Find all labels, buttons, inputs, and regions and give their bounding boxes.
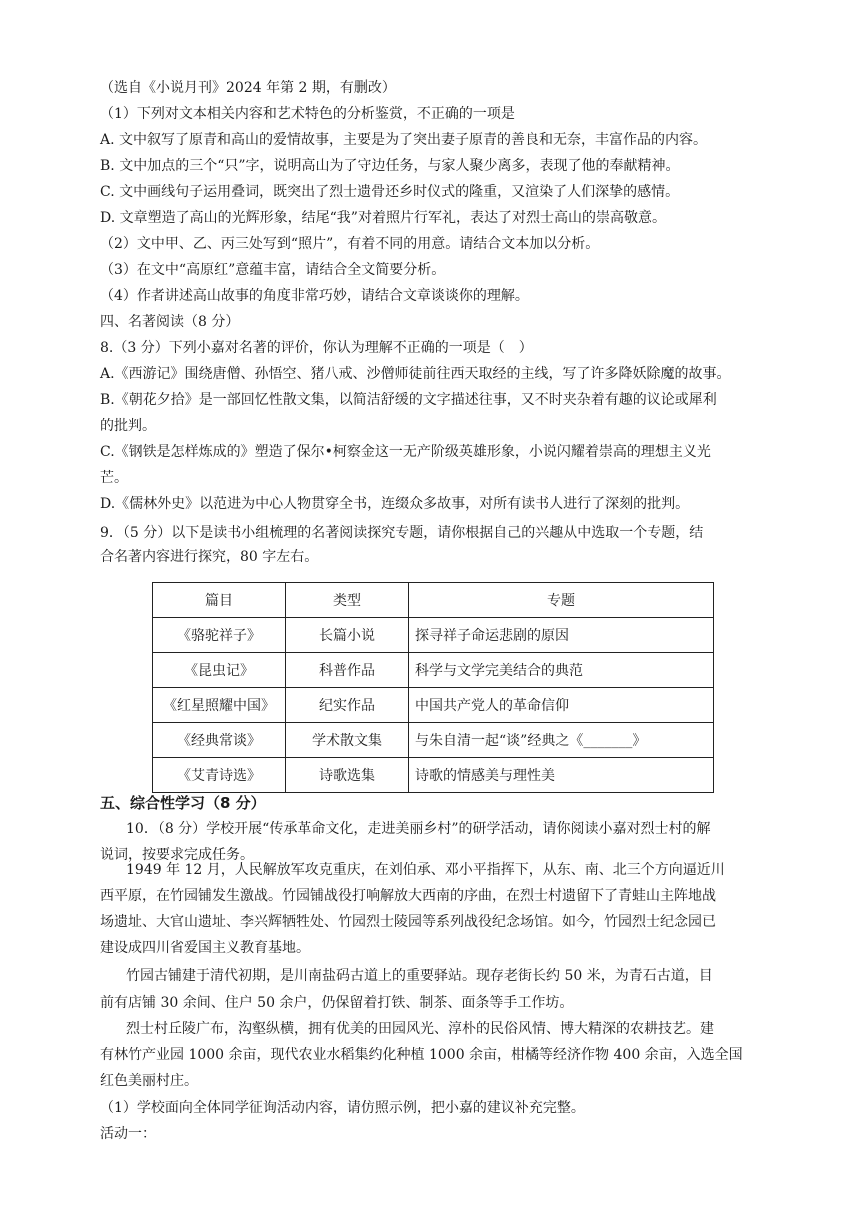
activity-one-label: 活动一：	[100, 1126, 156, 1142]
q10-stem-cont: 说词，按要求完成任务。	[100, 847, 254, 863]
q8-option-c: C.《钢铁是怎样炼成的》塑造了保尔•柯察金这一无产阶级英雄形象，小说闪耀着崇高的理想主义光	[100, 444, 711, 460]
cell-topic: 科学与文学完美结合的典范	[409, 653, 714, 688]
option-d: D. 文章塑造了高山的光辉形象，结尾“我”对着照片行军礼，表达了对烈士高山的崇高敬意。	[100, 210, 666, 226]
q10-stem: 10．（8 分）学校开展“传承革命文化，走进美丽乡村”的研学活动，请你阅读小嘉对烈士村的解	[126, 821, 711, 837]
section5-title: 五、综合性学习（8 分）	[100, 794, 266, 812]
cell-title: 《骆驼祥子》	[153, 618, 286, 653]
cell-title: 《昆虫记》	[153, 653, 286, 688]
table-row	[153, 723, 714, 758]
header-title: 篇目	[153, 583, 286, 618]
para2-line1: 竹园古铺建于清代初期，是川南盐码古道上的重要驿站。现存老街长约 50 米，为青石古道，目	[126, 968, 713, 984]
cell-topic: 诗歌的情感美与理性美	[409, 758, 714, 793]
q8-option-b-cont: 的批判。	[100, 418, 156, 434]
para3-line2: 有林竹产业园 1000 余亩，现代农业水稻集约化种植 1000 余亩，柑橘等经济作物 400 余亩，入选全国	[100, 1047, 743, 1063]
q8-option-b: B.《朝花夕拾》是一部回忆性散文集，以简洁舒缓的文字描述往事，又不时夹杂着有趣的议论或犀利	[100, 392, 717, 408]
cell-title: 《红星照耀中国》	[153, 688, 286, 723]
topics-table	[152, 582, 714, 793]
para1-line2: 西平原，在竹园铺发生激战。竹园铺战役打响解放大西南的序曲，在烈士村遗留下了青蛙山主阵地战	[100, 888, 716, 904]
cell-type: 科普作品	[286, 653, 409, 688]
cell-topic: 与朱自清一起“谈”经典之《_______》	[409, 723, 714, 758]
section4-title: 四、名著阅读（8 分）	[100, 314, 240, 330]
header-topic: 专题	[409, 583, 714, 618]
q8-option-c-cont: 芒。	[100, 470, 128, 486]
table-row	[153, 618, 714, 653]
table-row	[153, 758, 714, 793]
option-c: C. 文中画线句子运用叠词，既突出了烈士遗骨还乡时仪式的隆重，又渲染了人们深挚的感情。	[100, 184, 680, 200]
option-a: A. 文中叙写了原青和高山的爱情故事，主要是为了突出妻子原青的善良和无奈，丰富作品的内容。	[100, 132, 708, 148]
para3-line1: 烈士村丘陵广布，沟壑纵横，拥有优美的田园风光、淳朴的民俗风情、博大精深的农耕技艺。建	[126, 1021, 714, 1037]
para1-line1: 1949 年 12 月，人民解放军攻克重庆，在刘伯承、邓小平指挥下，从东、南、北三个方向逼近川	[126, 862, 725, 878]
option-b: B. 文中加点的三个“只”字，说明高山为了守边任务，与家人聚少离多，表现了他的奉献精神。	[100, 158, 680, 174]
cell-type: 纪实作品	[286, 688, 409, 723]
cell-type: 长篇小说	[286, 618, 409, 653]
cell-topic: 探寻祥子命运悲剧的原因	[409, 618, 714, 653]
cell-title: 《艾青诗选》	[153, 758, 286, 793]
cell-type: 学术散文集	[286, 723, 409, 758]
q8-option-d: D.《儒林外史》以范进为中心人物贯穿全书，连缀众多故事，对所有读书人进行了深刻的批判。	[100, 496, 690, 512]
q7-part3: （3）在文中“高原红”意蕴丰富，请结合全文简要分析。	[100, 262, 446, 278]
q8-option-a: A.《西游记》围绕唐僧、孙悟空、猪八戒、沙僧师徒前往西天取经的主线，写了许多降妖除魔的故事。	[100, 366, 731, 382]
source-note: （选自《小说月刊》2024 年第 2 期，有删改）	[100, 80, 396, 96]
cell-topic: 中国共产党人的革命信仰	[409, 688, 714, 723]
q9-stem: 9．（5 分）以下是读书小组梳理的名著阅读探究专题，请你根据自己的兴趣从中选取一个专题，结	[100, 525, 704, 541]
para1-line3: 场遗址、大官山遗址、李兴辉牺牲处、竹园烈士陵园等系列战役纪念场馆。如今，竹园烈士纪念园已	[100, 914, 716, 930]
q7-part2: （2）文中甲、乙、丙三处写到“照片”，有着不同的用意。请结合文本加以分析。	[100, 236, 600, 252]
table-row	[153, 653, 714, 688]
cell-type: 诗歌选集	[286, 758, 409, 793]
q8-stem: 8.（3 分）下列小嘉对名著的评价，你认为理解不正确的一项是（ ）	[100, 340, 533, 356]
table-row	[153, 688, 714, 723]
q7-part4: （4）作者讲述高山故事的角度非常巧妙，请结合文章谈谈你的理解。	[100, 288, 529, 304]
header-type: 类型	[286, 583, 409, 618]
para1-line4: 建设成四川省爱国主义教育基地。	[100, 940, 310, 956]
q10-subquestion1: （1）学校面向全体同学征询活动内容，请仿照示例，把小嘉的建议补充完整。	[100, 1100, 585, 1116]
q9-stem-cont: 合名著内容进行探究，80 字左右。	[100, 549, 319, 565]
table-header-row	[153, 583, 714, 618]
para3-line3: 红色美丽村庄。	[100, 1073, 198, 1089]
cell-title: 《经典常谈》	[153, 723, 286, 758]
q7-part1: （1）下列对文本相关内容和艺术特色的分析鉴赏，不正确的一项是	[100, 106, 515, 122]
para2-line2: 前有店铺 30 余间、住户 50 余户，仍保留着打铁、制茶、面条等手工作坊。	[100, 995, 574, 1011]
